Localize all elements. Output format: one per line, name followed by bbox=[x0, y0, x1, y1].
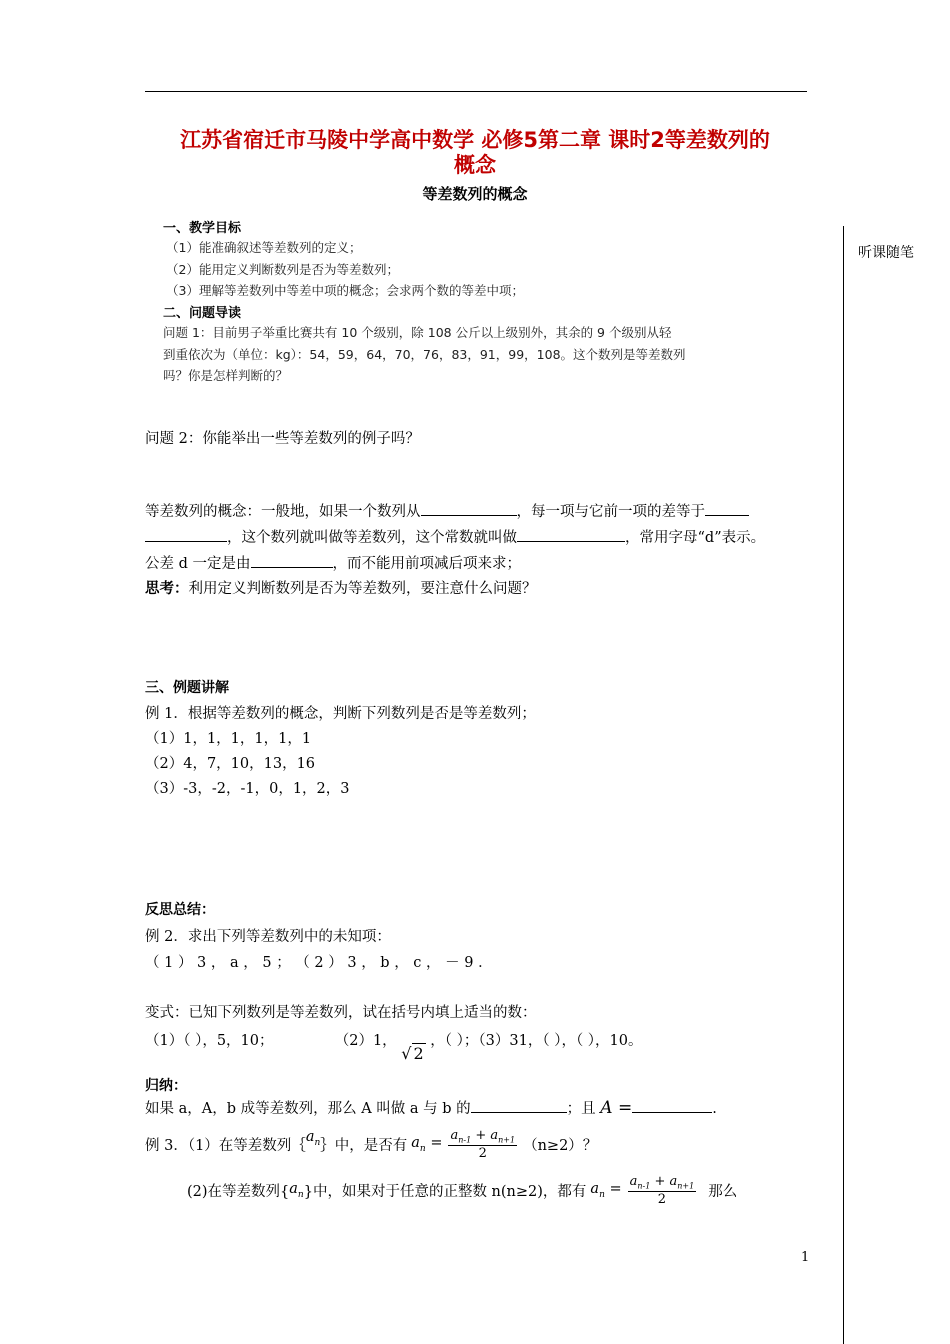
concept-text: 等差数列的概念：一般地，如果一个数列从 bbox=[145, 504, 421, 520]
concept-text: ，这个数列就叫做等差数列，这个常数就叫做 bbox=[227, 530, 517, 546]
concept-text: ，常用字母“d”表示。 bbox=[625, 530, 766, 546]
section1-heading: 一、教学目标 bbox=[163, 221, 242, 236]
ex3-an bbox=[306, 1129, 320, 1148]
fraction-denominator: 2 bbox=[478, 1145, 487, 1161]
sub-n: n bbox=[297, 1189, 304, 1200]
concept-text: ，而不能用前项减后项来求； bbox=[332, 556, 521, 572]
induce-line bbox=[145, 1097, 717, 1118]
sub: n+1 bbox=[498, 1135, 516, 1145]
induce-end: . bbox=[712, 1101, 717, 1117]
sub: n-1 bbox=[458, 1135, 472, 1145]
example1-title: 例 1．根据等差数列的概念，判断下列数列是否是等差数列； bbox=[145, 706, 536, 722]
variant-line bbox=[145, 1029, 643, 1063]
side-note: 听课随笔 bbox=[858, 245, 914, 261]
think-text: 利用定义判断数列是否为等差数列，要注意什么问题？ bbox=[188, 581, 537, 597]
concept-text: ，每一项与它前一项的差等于 bbox=[516, 504, 705, 520]
plus: + a bbox=[650, 1174, 678, 1189]
concept-line2 bbox=[145, 526, 765, 547]
fill-blank[interactable] bbox=[145, 528, 227, 542]
q1-line2: 到重依次为（单位：kg）：54，59，64，70，76，83，91，99，108。这个数列是等差数列 bbox=[163, 347, 686, 362]
ex3-text: ｝中，是否有 bbox=[320, 1137, 408, 1154]
fill-blank[interactable] bbox=[421, 502, 517, 516]
fraction bbox=[628, 1174, 697, 1207]
sub: n-1 bbox=[637, 1181, 651, 1191]
sub-n: n bbox=[599, 1189, 605, 1200]
sub-n: n bbox=[419, 1143, 426, 1154]
example1-item-2: （2）4，7，10，13，16 bbox=[145, 756, 316, 772]
plus: + a bbox=[471, 1128, 499, 1143]
doc-subtitle: 等差数列的概念 bbox=[422, 185, 528, 203]
sqrt-symbol: √ 2 bbox=[401, 1044, 424, 1063]
example3-part2 bbox=[187, 1174, 737, 1207]
concept-text: 公差 d 一定是由 bbox=[145, 556, 251, 572]
ex3-text: （n≥2）？ bbox=[523, 1137, 598, 1154]
variant-part-2: （2）1， bbox=[334, 1033, 397, 1049]
fraction-numerator bbox=[628, 1174, 697, 1192]
fill-blank[interactable] bbox=[517, 528, 625, 542]
section3-heading: 三、例题讲解 bbox=[145, 680, 229, 696]
ex3-lhs: $a_n$ = bbox=[590, 1180, 622, 1200]
ex3-text: 那么 bbox=[708, 1183, 738, 1200]
think-line bbox=[145, 577, 537, 598]
fraction bbox=[448, 1128, 517, 1161]
doc-title-line2: 概念 bbox=[454, 153, 496, 177]
var-a: a bbox=[411, 1134, 420, 1151]
goal-item-1: （1）能准确叙述等差数列的定义； bbox=[166, 240, 362, 255]
concept-line3 bbox=[145, 552, 521, 573]
fraction-numerator bbox=[448, 1128, 517, 1146]
induce-text: 如果 a，A，b 成等差数列，那么 A 叫做 a 与 b 的 bbox=[145, 1101, 471, 1117]
ex3-lhs: $a_n$ = bbox=[411, 1134, 443, 1154]
ex3-an bbox=[289, 1181, 303, 1200]
reflect-heading: 反思总结： bbox=[145, 902, 215, 918]
think-label: 思考： bbox=[145, 581, 189, 597]
var-a: a bbox=[629, 1174, 638, 1189]
margin-divider bbox=[843, 226, 844, 1344]
ex3-text: (2)在等差数列{ bbox=[187, 1183, 290, 1200]
var-A: A = bbox=[600, 1098, 633, 1118]
example1-item-1: （1）1，1，1，1，1，1 bbox=[145, 731, 312, 747]
goal-item-2: （2）能用定义判断数列是否为等差数列； bbox=[166, 262, 399, 277]
example2-line: （ 1 ） 3 ， a ， 5 ； （ 2 ） 3 ， b ， c ， － 9 ． bbox=[145, 955, 493, 971]
page-number: 1 bbox=[801, 1250, 810, 1265]
induce-text: ；且 bbox=[566, 1101, 596, 1117]
goal-item-3: （3）理解等差数列中等差中项的概念；会求两个数的等差中项； bbox=[166, 283, 524, 298]
variant-part-1: （1）（ ），5，10； bbox=[145, 1033, 274, 1049]
example3-part1 bbox=[145, 1128, 597, 1161]
fill-blank[interactable] bbox=[705, 502, 749, 516]
question-2: 问题 2：你能举出一些等差数列的例子吗？ bbox=[145, 431, 420, 447]
ex3-text: 例 3．（1）在等差数列｛ bbox=[145, 1137, 306, 1154]
fill-blank[interactable] bbox=[632, 1099, 712, 1113]
fill-blank[interactable] bbox=[251, 554, 333, 568]
var-a: a bbox=[289, 1180, 298, 1197]
example1-item-3: （3）-3，-2，-1，0，1，2，3 bbox=[145, 781, 350, 797]
fraction-denominator: 2 bbox=[657, 1191, 667, 1207]
q1-line3: 吗？你是怎样判断的？ bbox=[163, 368, 289, 383]
variant-title: 变式：已知下列数列是等差数列，试在括号内填上适当的数： bbox=[145, 1005, 537, 1021]
doc-title-line1: 江苏省宿迁市马陵中学高中数学 必修5第二章 课时2等差数列的 bbox=[180, 128, 770, 152]
sub-n: n bbox=[314, 1137, 321, 1148]
var-a: a bbox=[450, 1128, 459, 1143]
concept-line1 bbox=[145, 500, 749, 521]
sqrt-radicand: 2 bbox=[413, 1044, 424, 1063]
q1-line1: 问题 1：目前男子举重比赛共有 10 个级别，除 108 公斤以上级别外，其余的 9 个级别从轻 bbox=[163, 325, 672, 340]
sub: n+1 bbox=[677, 1181, 695, 1191]
var-a: a bbox=[305, 1128, 315, 1145]
fill-blank[interactable] bbox=[471, 1099, 567, 1113]
var-a: a bbox=[590, 1180, 600, 1197]
example2-title: 例 2．求出下列等差数列中的未知项： bbox=[145, 929, 391, 945]
top-rule bbox=[145, 91, 807, 92]
section2-heading: 二、问题导读 bbox=[163, 306, 242, 321]
variant-part-3: ，（ ）；（3）31，（ ），（ ），10。 bbox=[430, 1033, 643, 1049]
ex3-text: }中，如果对于任意的正整数 n(n≥2)，都有 bbox=[303, 1183, 587, 1200]
induce-heading: 归纳： bbox=[145, 1078, 187, 1094]
